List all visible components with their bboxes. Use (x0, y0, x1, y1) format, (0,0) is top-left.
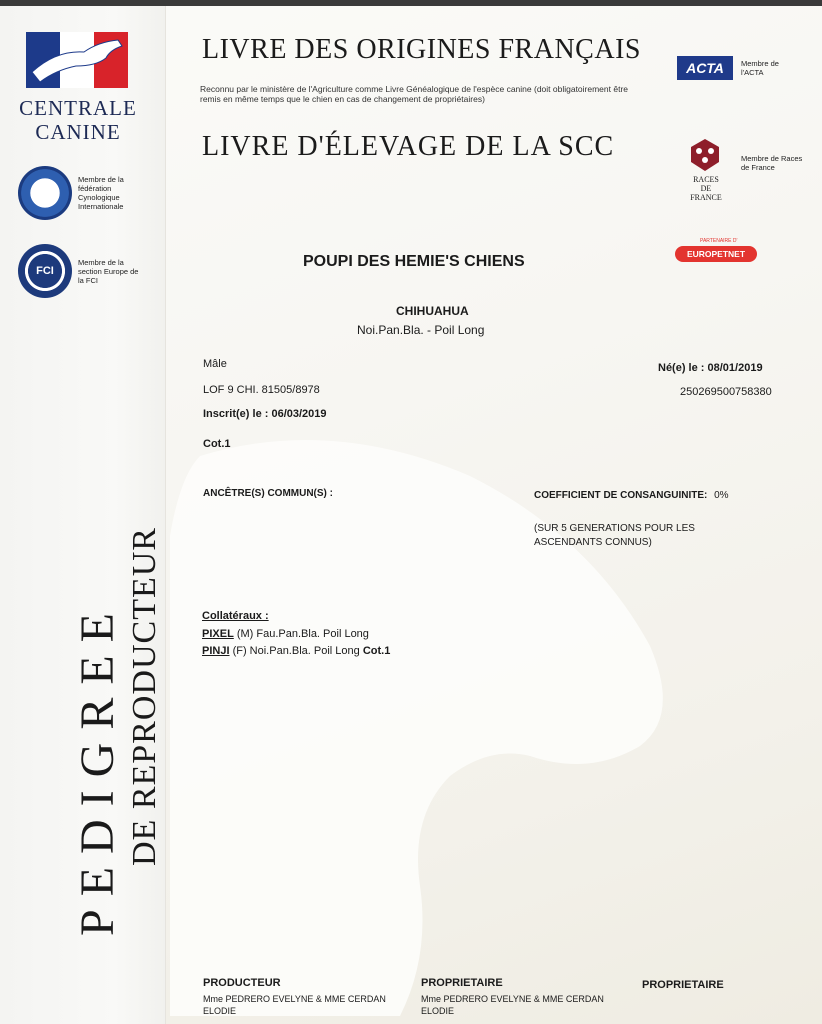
acta-block (677, 56, 791, 80)
collateral-details: (M) Fau.Pan.Bla. Poil Long (233, 628, 369, 640)
fci-europe-member-text: Membre de la section Europe de la FCI (78, 257, 139, 285)
races-de-france-icon (688, 138, 722, 172)
races-member-text: Membre de Races de France (741, 154, 803, 172)
recognition-text: Reconnu par le ministère de l'Agriculture comme Livre Généalogique de l'espèce canine (doit obligatoirement être remis en même temps que le chien en cas de changement de propriétaires) (200, 84, 629, 105)
vertical-subtitle: DE REPRODUCTEUR (126, 527, 163, 866)
common-ancestors-label: ANCÊTRE(S) COMMUN(S) : (203, 488, 333, 499)
collateral-name: PIXEL (202, 628, 234, 640)
collateral-item (202, 645, 390, 657)
acta-member-text: Membre de l'ACTA (741, 59, 779, 77)
org-name-line1: CENTRALE (19, 96, 137, 120)
dog-name: POUPI DES HEMIE'S CHIENS (303, 253, 525, 270)
races-logo-text (684, 176, 728, 202)
cotation: Cot.1 (203, 438, 231, 450)
sidebar (0, 6, 166, 1024)
producer-value: Mme PEDRERO EVELYNE & MME CERDAN ELODIE (203, 994, 386, 1016)
races-logo-line2: DE FRANCE (690, 183, 722, 202)
coefficient-block (534, 490, 729, 501)
vertical-title: PEDIGREE (71, 600, 124, 936)
org-name-line2: CANINE (35, 120, 121, 144)
book-title: LIVRE DES ORIGINES FRANÇAIS (202, 34, 641, 65)
fci-seal-icon: FCI (18, 166, 72, 220)
dog-silhouette-watermark (170, 416, 690, 1016)
fci-member-block (18, 166, 140, 220)
centrale-canine-logo (26, 32, 128, 88)
races-logo-line1: RACES (693, 175, 719, 184)
owner1-value: Mme PEDRERO EVELYNE & MME CERDAN ELODIE (421, 994, 604, 1016)
coefficient-value: 0% (714, 490, 729, 501)
fci-member-text: Membre de la fédération Cynologique Internationale (78, 175, 124, 211)
coefficient-label: COEFFICIENT DE CONSANGUINITE: (534, 490, 708, 501)
acta-logo: ACTA (677, 56, 733, 80)
id-number: 250269500758380 (680, 386, 772, 398)
dog-breed: CHIHUAHUA (396, 304, 469, 318)
breeding-book-title: LIVRE D'ÉLEVAGE DE LA SCC (202, 131, 615, 162)
consanguinity-note: (SUR 5 GENERATIONS POUR LES ASCENDANTS CONNUS) (534, 523, 695, 548)
birth-date: Né(e) le : 08/01/2019 (658, 362, 763, 374)
dog-coat: Noi.Pan.Bla. - Poil Long (357, 323, 485, 337)
collateral-details: (F) Noi.Pan.Bla. Poil Long (229, 645, 363, 657)
collateral-name: PINJI (202, 645, 230, 657)
owner2-label: PROPRIETAIRE (642, 979, 724, 991)
europetnet-logo: EUROPETNET (675, 246, 757, 262)
registration-date: Inscrit(e) le : 06/03/2019 (203, 408, 327, 420)
collateral-cotation: Cot.1 (362, 645, 391, 657)
collateral-item (202, 628, 369, 640)
producer-label: PRODUCTEUR (203, 977, 281, 989)
pedigree-document (0, 6, 822, 1024)
europetnet-partner-label: PARTENAIRE D' (700, 238, 738, 244)
dog-sex: Mâle (203, 358, 227, 370)
lof-number: LOF 9 CHI. 81505/8978 (203, 384, 320, 396)
owner1-label: PROPRIETAIRE (421, 977, 503, 989)
fci-europe-member-block (18, 244, 140, 298)
collaterals-label: Collatéraux : (202, 610, 269, 622)
fci-europe-seal-icon: FCI (18, 244, 72, 298)
